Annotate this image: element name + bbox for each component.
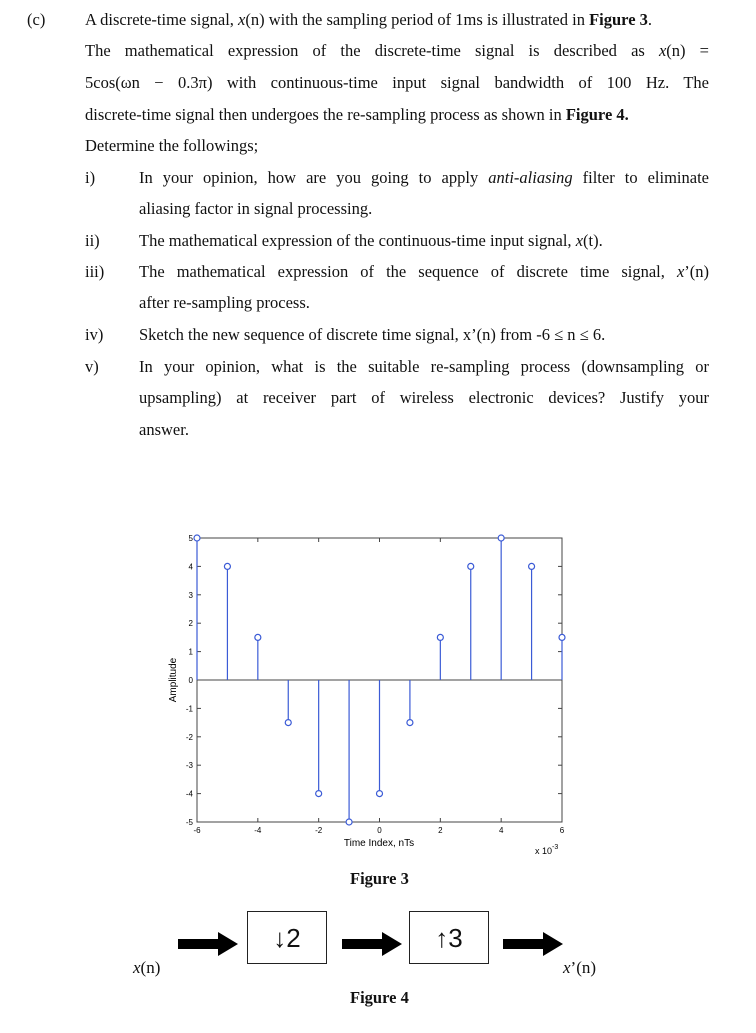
stem-marker (346, 819, 352, 825)
intro-line-3: 5cos(ωn − 0.3π) with continuous-time input signal bandwidth of 100 Hz. The (85, 73, 709, 92)
intro-line-1: A discrete-time signal, x(n) with the sampling period of 1ms is illustrated in Figure 3. (85, 10, 653, 29)
output-signal-label: x’(n) (563, 958, 597, 977)
upsample-block: ↑3 (409, 911, 489, 964)
x-scale-note: x $10^{-3}$ (535, 844, 559, 856)
x-tick-label: 6 (559, 826, 565, 835)
arrow-icon (503, 930, 565, 958)
item-text: The mathematical expression of the sequence of discrete time signal, x’(n) (139, 262, 709, 281)
item-text: aliasing factor in signal processing. (139, 199, 373, 218)
intro-line-5: Determine the followings; (85, 136, 259, 155)
item-text: after re-sampling process. (139, 293, 310, 312)
stem-marker (498, 535, 504, 541)
x-tick-label: 0 (377, 826, 382, 835)
x-tick-label: -2 (315, 826, 323, 835)
y-tick-label: -2 (185, 732, 193, 742)
stem-marker (255, 634, 261, 640)
arrow-icon (178, 930, 240, 958)
y-tick-label: 3 (188, 590, 193, 600)
x-tick-label: -6 (193, 826, 201, 835)
x-tick-label: 4 (498, 826, 504, 835)
y-tick-label: 1 (188, 647, 193, 657)
item-text: Sketch the new sequence of discrete time signal, x’(n) from -6 ≤ n ≤ 6. (139, 325, 606, 344)
intro-line-4: discrete-time signal then undergoes the re-sampling process as shown in Figure 4. (85, 105, 629, 124)
arrow-icon (342, 930, 404, 958)
item-number: i) (85, 168, 96, 187)
item-text: In your opinion, what is the suitable re-sampling process (downsampling or (139, 357, 709, 376)
question-label: (c) (27, 10, 46, 29)
intro-line-2: The mathematical expression of the discrete-time signal is described as x(n) = (85, 41, 709, 60)
stem-marker (437, 634, 443, 640)
input-signal-label: x(n) (133, 958, 161, 977)
x-axis-label: Time Index, nTs (343, 838, 415, 849)
item-text: The mathematical expression of the continuous-time input signal, x(t). (139, 231, 603, 250)
item-text: answer. (139, 420, 189, 439)
item-number: iii) (85, 262, 105, 281)
y-tick-label: -3 (185, 761, 193, 771)
y-tick-label: -5 (185, 818, 193, 827)
y-tick-label: 0 (188, 676, 193, 685)
y-axis-label: Amplitude (168, 657, 179, 703)
stem-marker (224, 563, 230, 569)
y-tick-label: 2 (188, 619, 193, 629)
y-tick-label: 4 (188, 562, 193, 572)
item-number: iv) (85, 325, 104, 344)
y-tick-label: -1 (185, 704, 193, 714)
stem-chart (160, 525, 580, 865)
x-tick-label: 2 (438, 826, 443, 835)
y-tick-label: -4 (185, 789, 193, 799)
stem-marker (377, 791, 383, 797)
stem-marker (468, 563, 474, 569)
downsample-block: ↓2 (247, 911, 327, 964)
item-text: upsampling) at receiver part of wireless electronic devices? Justify your (139, 388, 709, 407)
stem-marker (407, 720, 413, 726)
item-text: In your opinion, how are you going to apply anti-aliasing filter to eliminate (139, 168, 709, 187)
stem-marker (529, 563, 535, 569)
stem-marker (559, 634, 565, 640)
item-number: v) (85, 357, 99, 376)
stem-marker (316, 791, 322, 797)
x-tick-label: -4 (254, 826, 262, 835)
stem-marker (194, 535, 200, 541)
item-number: ii) (85, 231, 100, 250)
y-tick-label: 5 (188, 534, 193, 543)
stem-marker (285, 720, 291, 726)
figure3-caption: Figure 3 (350, 869, 409, 888)
figure4-caption: Figure 4 (350, 988, 409, 1007)
